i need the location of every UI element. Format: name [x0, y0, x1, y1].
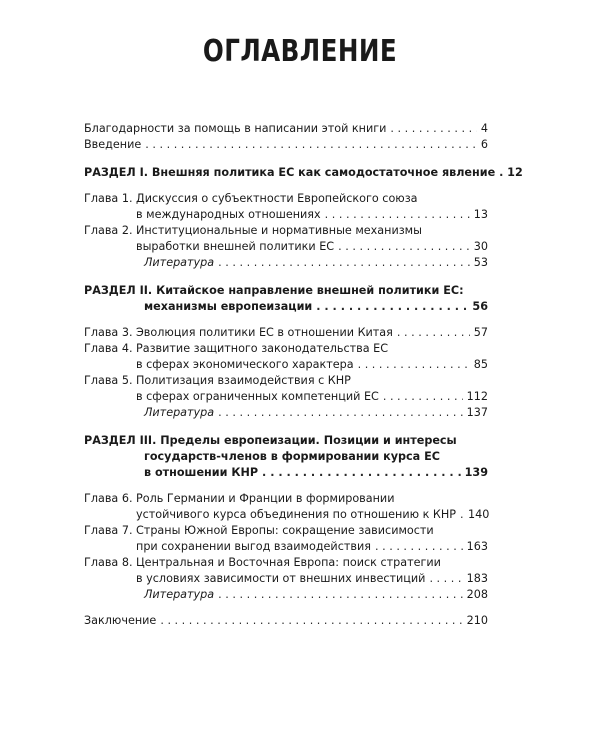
toc-literature-2[interactable]	[84, 405, 488, 421]
chapter-label: Глава 1.	[84, 192, 133, 205]
page-number: 85	[473, 358, 488, 371]
dot-leader	[218, 587, 463, 603]
toc-chapter-2-line1[interactable]	[84, 223, 488, 239]
page-number: 4	[480, 122, 488, 135]
page-number: 139	[464, 466, 488, 479]
toc-entry-text: Заключение	[84, 614, 157, 627]
toc-literature-3[interactable]	[84, 587, 488, 603]
toc-entry-conclusion[interactable]	[84, 613, 488, 629]
toc-section-1[interactable]	[84, 165, 523, 181]
page-number: 53	[473, 256, 488, 269]
toc-chapter-6-line1[interactable]	[84, 491, 488, 507]
table-of-contents	[84, 121, 523, 629]
chapter-title-cont: в сферах экономического характера	[136, 358, 354, 371]
literature-label: Литература	[144, 588, 215, 601]
toc-chapter-6-line2[interactable]	[84, 507, 488, 523]
chapter-label: Глава 7.	[84, 524, 133, 537]
page-number: 163	[466, 540, 488, 553]
toc-entry-text: Благодарности за помощь в написании этой книги	[84, 122, 387, 135]
toc-section-3-line1[interactable]	[84, 433, 488, 449]
toc-chapter-7-line2[interactable]	[84, 539, 488, 555]
section-title-cont: в отношении КНР	[144, 466, 259, 479]
literature-label: Литература	[144, 256, 215, 269]
dot-leader	[390, 121, 476, 137]
dot-leader	[338, 239, 470, 255]
toc-chapter-4-line1[interactable]	[84, 341, 488, 357]
chapter-title: Роль Германии и Франции в формировании	[136, 492, 395, 505]
page-number: 183	[466, 572, 488, 585]
dot-leader	[145, 137, 477, 153]
toc-section-3-line3[interactable]	[84, 465, 488, 481]
toc-section-2-line1[interactable]	[84, 283, 488, 299]
dot-leader	[358, 357, 470, 373]
page-number: 112	[466, 390, 488, 403]
chapter-label: Глава 4.	[84, 342, 133, 355]
page-number: 137	[466, 406, 488, 419]
chapter-title-cont: в сферах ограниченных компетенций ЕС	[136, 390, 379, 403]
page-number: 13	[473, 208, 488, 221]
chapter-label: Глава 3.	[84, 326, 133, 339]
page-number: 30	[473, 240, 488, 253]
chapter-title-cont: при сохранении выгод взаимодействия	[136, 540, 371, 553]
page-title: ОГЛАВЛЕНИЕ	[202, 34, 398, 69]
section-title: РАЗДЕЛ II. Китайское направление внешней политики ЕС:	[84, 284, 464, 297]
page-number: 6	[480, 138, 488, 151]
toc-chapter-3[interactable]	[84, 325, 488, 341]
page-number: 12	[507, 166, 523, 179]
toc-chapter-1-line1[interactable]	[84, 191, 488, 207]
chapter-title-cont: выработки внешней политики ЕС	[136, 240, 335, 253]
dot-leader	[383, 389, 463, 405]
toc-section-2-line2[interactable]	[84, 299, 488, 315]
chapter-title-cont: в международных отношениях	[136, 208, 321, 221]
toc-literature-1[interactable]	[84, 255, 488, 271]
chapter-title-cont: в условиях зависимости от внешних инвестиций	[136, 572, 426, 585]
chapter-label: Глава 6.	[84, 492, 133, 505]
chapter-title: Центральная и Восточная Европа: поиск стратегии	[136, 556, 441, 569]
page-number: 208	[466, 588, 488, 601]
section-title: РАЗДЕЛ III. Пределы европеизации. Позиции и интересы	[84, 434, 457, 447]
toc-entry-acknowledgements[interactable]	[84, 121, 488, 137]
toc-chapter-5-line1[interactable]	[84, 373, 488, 389]
chapter-title: Политизация взаимодействия с КНР	[136, 374, 351, 387]
dot-leader	[262, 465, 461, 481]
chapter-title: Развитие защитного законодательства ЕС	[136, 342, 389, 355]
page-number: 57	[473, 326, 488, 339]
page-number: 210	[466, 614, 488, 627]
chapter-title: Институциональные и нормативные механизмы	[136, 224, 422, 237]
dot-leader	[397, 325, 470, 341]
dot-leader	[375, 539, 463, 555]
chapter-label: Глава 8.	[84, 556, 133, 569]
toc-chapter-4-line2[interactable]	[84, 357, 488, 373]
dot-leader	[499, 165, 503, 181]
toc-chapter-1-line2[interactable]	[84, 207, 488, 223]
chapter-title: Дискуссия о субъектности Европейского союза	[136, 192, 418, 205]
chapter-label: Глава 2.	[84, 224, 133, 237]
chapter-title: Страны Южной Европы: сокращение зависимости	[136, 524, 434, 537]
section-title: РАЗДЕЛ I. Внешняя политика ЕС как самодостаточное явление	[84, 166, 496, 179]
page-number: 56	[472, 300, 488, 313]
toc-chapter-2-line2[interactable]	[84, 239, 488, 255]
section-title-cont: государств-членов в формировании курса ЕС	[144, 450, 440, 463]
dot-leader	[429, 571, 462, 587]
dot-leader	[218, 405, 463, 421]
toc-chapter-8-line2[interactable]	[84, 571, 488, 587]
toc-chapter-7-line1[interactable]	[84, 523, 488, 539]
chapter-label: Глава 5.	[84, 374, 133, 387]
page-number: 140	[467, 508, 490, 521]
literature-label: Литература	[144, 406, 215, 419]
chapter-title: Эволюция политики ЕС в отношении Китая	[136, 326, 393, 339]
dot-leader	[460, 507, 464, 523]
dot-leader	[160, 613, 462, 629]
toc-entry-text: Введение	[84, 138, 142, 151]
chapter-title-cont: устойчивого курса объединения по отношению к КНР	[136, 508, 456, 521]
dot-leader	[325, 207, 470, 223]
section-title-cont: механизмы европеизации	[144, 300, 313, 313]
dot-leader	[218, 255, 470, 271]
toc-section-3-line2[interactable]	[84, 449, 488, 465]
toc-chapter-8-line1[interactable]	[84, 555, 488, 571]
toc-chapter-5-line2[interactable]	[84, 389, 488, 405]
dot-leader	[316, 299, 468, 315]
toc-entry-introduction[interactable]	[84, 137, 488, 153]
